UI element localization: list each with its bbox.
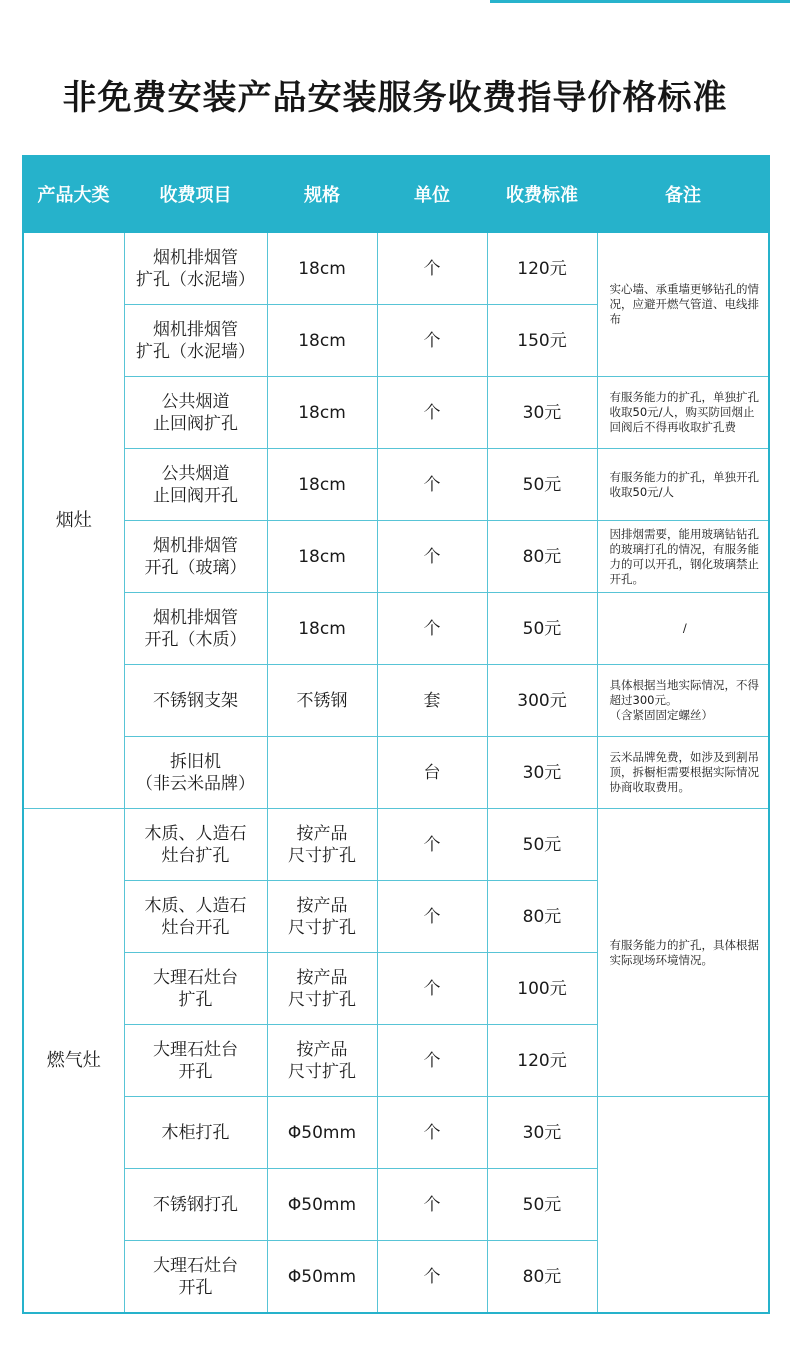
price-cell: 30元 <box>487 737 597 809</box>
note-cell: 云米品牌免费，如涉及到割吊顶，拆橱柜需要根据实际情况协商收取费用。 <box>597 737 769 809</box>
unit-cell: 个 <box>377 449 487 521</box>
item-cell: 烟机排烟管 扩孔（水泥墙） <box>124 232 267 305</box>
spec-cell: 18cm <box>267 449 377 521</box>
price-cell: 120元 <box>487 1025 597 1097</box>
note-cell: 具体根据当地实际情况，不得超过300元。 （含紧固固定螺丝） <box>597 665 769 737</box>
unit-cell: 个 <box>377 809 487 881</box>
item-cell: 公共烟道 止回阀扩孔 <box>124 377 267 449</box>
price-cell: 50元 <box>487 809 597 881</box>
table-row <box>23 232 769 305</box>
unit-cell: 台 <box>377 737 487 809</box>
unit-cell: 个 <box>377 521 487 593</box>
header-item: 收费项目 <box>124 156 267 232</box>
note-cell: / <box>597 593 769 665</box>
spec-cell: 不锈钢 <box>267 665 377 737</box>
price-cell: 80元 <box>487 521 597 593</box>
spec-cell: 18cm <box>267 593 377 665</box>
note-cell: 有服务能力的扩孔，单独开孔收取50元/人 <box>597 449 769 521</box>
item-cell: 不锈钢支架 <box>124 665 267 737</box>
note-cell: 有服务能力的扩孔，具体根据实际现场环境情况。 <box>597 809 769 1097</box>
price-cell: 120元 <box>487 232 597 305</box>
table-row <box>23 521 769 593</box>
spec-cell: 18cm <box>267 521 377 593</box>
spec-cell: 按产品 尺寸扩孔 <box>267 953 377 1025</box>
spec-cell: Φ50mm <box>267 1169 377 1241</box>
unit-cell: 个 <box>377 1097 487 1169</box>
table-header-row <box>23 156 769 232</box>
price-cell: 100元 <box>487 953 597 1025</box>
category-cell: 燃气灶 <box>23 809 124 1314</box>
item-cell: 大理石灶台 扩孔 <box>124 953 267 1025</box>
header-price: 收费标准 <box>487 156 597 232</box>
table-row <box>23 665 769 737</box>
unit-cell: 个 <box>377 232 487 305</box>
unit-cell: 个 <box>377 305 487 377</box>
item-cell: 拆旧机 （非云米品牌） <box>124 737 267 809</box>
spec-cell: 按产品 尺寸扩孔 <box>267 1025 377 1097</box>
unit-cell: 套 <box>377 665 487 737</box>
top-accent-bar <box>490 0 790 3</box>
price-cell: 50元 <box>487 449 597 521</box>
header-category: 产品大类 <box>23 156 124 232</box>
item-cell: 烟机排烟管 开孔（木质） <box>124 593 267 665</box>
table-row <box>23 1097 769 1169</box>
item-cell: 木质、人造石 灶台开孔 <box>124 881 267 953</box>
unit-cell: 个 <box>377 377 487 449</box>
spec-cell: 按产品 尺寸扩孔 <box>267 809 377 881</box>
price-cell: 300元 <box>487 665 597 737</box>
unit-cell: 个 <box>377 1241 487 1314</box>
item-cell: 烟机排烟管 开孔（玻璃） <box>124 521 267 593</box>
item-cell: 木质、人造石 灶台扩孔 <box>124 809 267 881</box>
price-table <box>22 155 770 1314</box>
note-cell: 有服务能力的扩孔，单独扩孔收取50元/人，购买防回烟止回阀后不得再收取扩孔费 <box>597 377 769 449</box>
price-cell: 80元 <box>487 1241 597 1314</box>
spec-cell: Φ50mm <box>267 1241 377 1314</box>
table-row <box>23 377 769 449</box>
header-unit: 单位 <box>377 156 487 232</box>
spec-cell: 按产品 尺寸扩孔 <box>267 881 377 953</box>
item-cell: 大理石灶台 开孔 <box>124 1241 267 1314</box>
header-notes: 备注 <box>597 156 769 232</box>
table-row <box>23 737 769 809</box>
spec-cell: 18cm <box>267 305 377 377</box>
item-cell: 不锈钢打孔 <box>124 1169 267 1241</box>
unit-cell: 个 <box>377 593 487 665</box>
unit-cell: 个 <box>377 1025 487 1097</box>
table-row <box>23 809 769 881</box>
unit-cell: 个 <box>377 953 487 1025</box>
unit-cell: 个 <box>377 881 487 953</box>
table-row <box>23 449 769 521</box>
price-cell: 80元 <box>487 881 597 953</box>
spec-cell: 18cm <box>267 232 377 305</box>
price-cell: 30元 <box>487 377 597 449</box>
item-cell: 木柜打孔 <box>124 1097 267 1169</box>
page-title: 非免费安装产品安装服务收费指导价格标准 <box>62 78 728 118</box>
price-cell: 50元 <box>487 593 597 665</box>
price-cell: 30元 <box>487 1097 597 1169</box>
item-cell: 烟机排烟管 扩孔（水泥墙） <box>124 305 267 377</box>
table-row <box>23 593 769 665</box>
note-cell-empty <box>597 1097 769 1314</box>
header-spec: 规格 <box>267 156 377 232</box>
category-cell: 烟灶 <box>23 232 124 809</box>
item-cell: 大理石灶台 开孔 <box>124 1025 267 1097</box>
unit-cell: 个 <box>377 1169 487 1241</box>
item-cell: 公共烟道 止回阀开孔 <box>124 449 267 521</box>
spec-cell: Φ50mm <box>267 1097 377 1169</box>
note-cell: 实心墙、承重墙更够钻孔的情况，应避开燃气管道、电线排布 <box>597 232 769 377</box>
price-cell: 50元 <box>487 1169 597 1241</box>
spec-cell: 18cm <box>267 377 377 449</box>
note-cell: 因排烟需要，能用玻璃钻钻孔的玻璃打孔的情况，有服务能力的可以开孔，钢化玻璃禁止开孔。 <box>597 521 769 593</box>
price-cell: 150元 <box>487 305 597 377</box>
spec-cell <box>267 737 377 809</box>
